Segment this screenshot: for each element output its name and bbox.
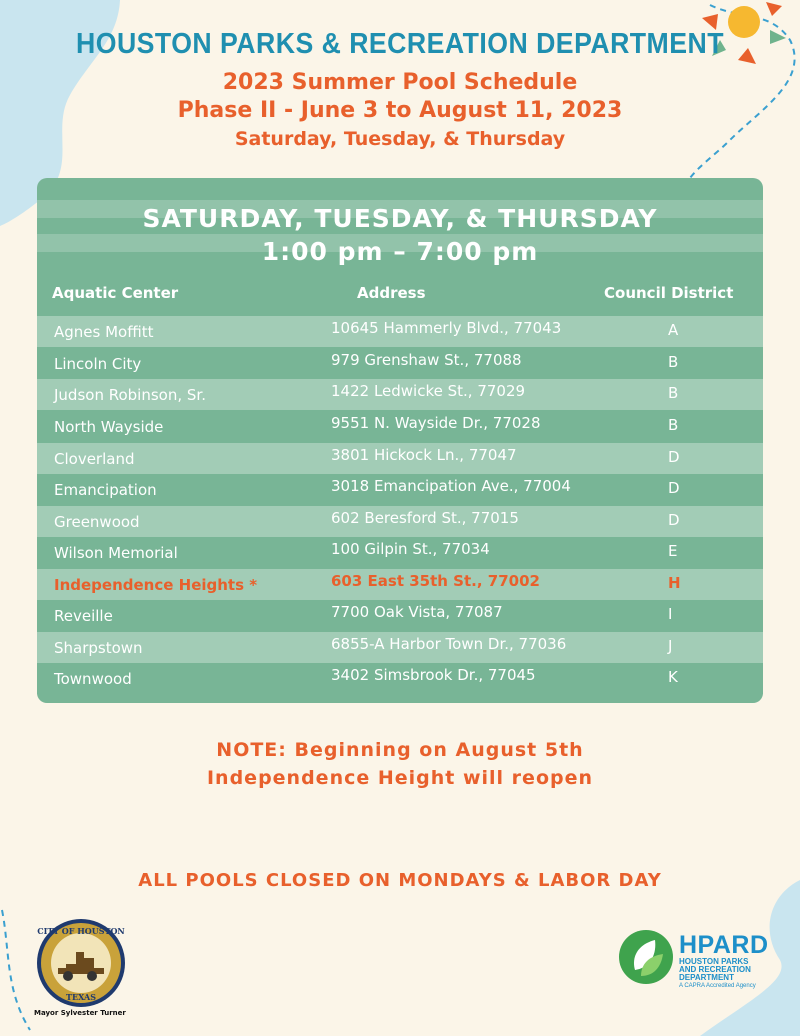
council-district: B	[668, 384, 679, 402]
center-name: Independence Heights *	[54, 576, 258, 594]
center-address: 602 Beresford St., 77015	[331, 509, 519, 527]
schedule-title: 2023 Summer Pool Schedule	[222, 70, 578, 95]
table-row	[37, 474, 763, 505]
council-district: K	[668, 668, 678, 686]
center-name: Reveille	[54, 607, 113, 625]
hpard-wordmark	[679, 932, 800, 990]
center-name: Judson Robinson, Sr.	[54, 386, 206, 404]
table-row	[37, 537, 763, 568]
hpard-line-1: HOUSTON PARKS	[679, 957, 749, 966]
column-header-center: Aquatic Center	[52, 284, 179, 302]
council-district: J	[668, 637, 673, 655]
table-row	[37, 379, 763, 410]
table-row	[37, 411, 763, 442]
center-address: 1422 Ledwicke St., 77029	[331, 382, 526, 400]
center-address: 10645 Hammerly Blvd., 77043	[331, 319, 562, 337]
table-row	[37, 348, 763, 379]
center-name: Emancipation	[54, 481, 157, 499]
council-district: A	[668, 321, 679, 339]
council-district: I	[668, 605, 673, 623]
table-row	[37, 506, 763, 537]
council-district: D	[668, 479, 680, 497]
center-address: 3402 Simsbrook Dr., 77045	[331, 666, 536, 684]
table-row	[37, 316, 763, 347]
center-name: Lincoln City	[54, 355, 142, 373]
reopening-note	[0, 736, 800, 792]
council-district: B	[668, 353, 679, 371]
schedule-days: Saturday, Tuesday, & Thursday	[234, 128, 566, 150]
hpard-accreditation: A CAPRA Accredited Agency	[679, 983, 756, 989]
note-line-1: NOTE: Beginning on August 5th	[216, 739, 584, 761]
center-address: 3801 Hickock Ln., 77047	[331, 446, 517, 464]
note-line-2: Independence Height will reopen	[206, 767, 594, 789]
column-header-address: Address	[357, 284, 426, 302]
center-name: Wilson Memorial	[54, 544, 178, 562]
page-header	[0, 28, 800, 153]
table-row	[37, 632, 763, 663]
table-row-highlighted	[37, 569, 763, 600]
phase-dates: Phase II - June 3 to August 11, 2023	[177, 98, 623, 123]
department-title: HOUSTON PARKS & RECREATION DEPARTMENT	[76, 28, 724, 60]
center-name: North Wayside	[54, 418, 164, 436]
center-address: 979 Grenshaw St., 77088	[331, 351, 522, 369]
center-address: 3018 Emancipation Ave., 77004	[331, 477, 571, 495]
council-district: D	[668, 511, 680, 529]
hpard-name: HPARD	[679, 931, 769, 959]
table-title	[37, 202, 763, 268]
mayor-name: Mayor Sylvester Turner	[34, 1009, 126, 1017]
center-name: Townwood	[54, 670, 132, 688]
council-district: D	[668, 448, 680, 466]
hpard-line-2: AND RECREATION DEPARTMENT	[679, 965, 751, 982]
seal-text-top: CITY OF HOUSTON	[37, 926, 125, 936]
center-address: 9551 N. Wayside Dr., 77028	[331, 414, 541, 432]
center-name: Cloverland	[54, 450, 135, 468]
table-days: SATURDAY, TUESDAY, & THURSDAY	[142, 204, 658, 233]
city-seal-logo	[36, 918, 126, 1008]
center-name: Greenwood	[54, 513, 140, 531]
council-district: B	[668, 416, 679, 434]
table-row	[37, 443, 763, 474]
center-name: Sharpstown	[54, 639, 143, 657]
council-district: E	[668, 542, 678, 560]
council-district: H	[668, 574, 681, 592]
table-row	[37, 663, 763, 694]
center-address: 603 East 35th St., 77002	[331, 572, 540, 590]
hpard-leaf-logo	[617, 928, 675, 986]
center-address: 6855-A Harbor Town Dr., 77036	[331, 635, 567, 653]
center-address: 100 Gilpin St., 77034	[331, 540, 490, 558]
seal-text-bottom: TEXAS	[66, 992, 96, 1002]
table-row	[37, 600, 763, 631]
table-hours: 1:00 pm – 7:00 pm	[261, 237, 539, 266]
center-address: 7700 Oak Vista, 77087	[331, 603, 503, 621]
column-header-district: Council District	[604, 284, 734, 302]
center-name: Agnes Moffitt	[54, 323, 154, 341]
closed-notice: ALL POOLS CLOSED ON MONDAYS & LABOR DAY	[138, 870, 662, 891]
